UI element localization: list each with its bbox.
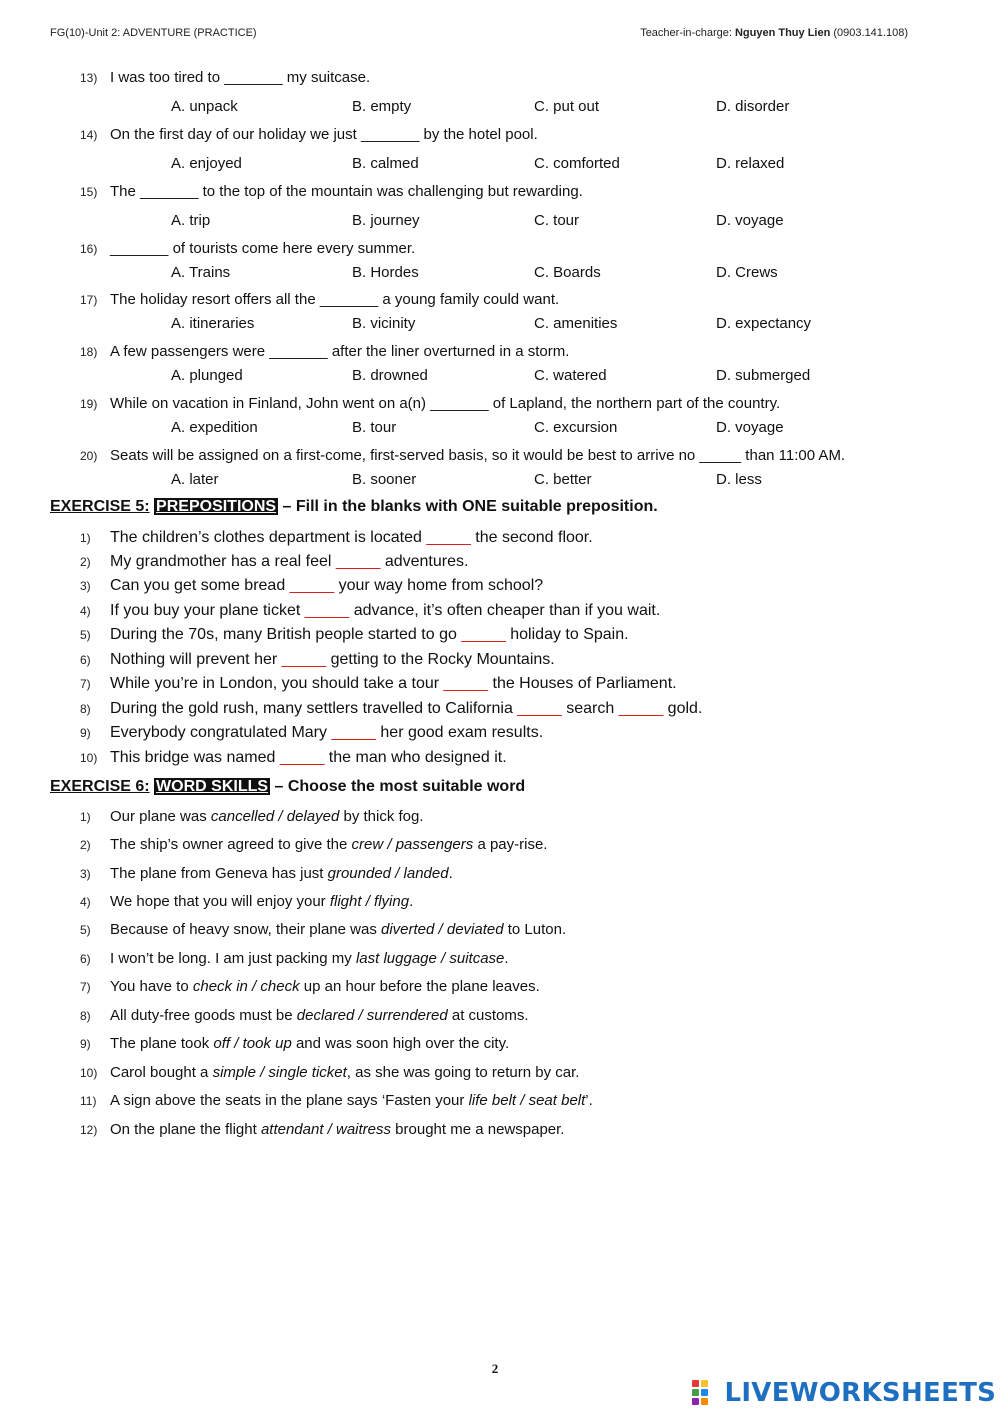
sentence-start: We hope that you will enjoy your [110,893,330,910]
sentence-start: I won’t be long. I am just packing my [110,950,356,967]
exercise-6-instruction: – Choose the most suitable word [270,778,526,795]
sentence-end: . [409,893,414,910]
option-a[interactable]: A. expedition [171,419,258,436]
item-number: 5) [80,923,91,937]
option-c[interactable]: C. excursion [534,419,618,436]
sentence-end: . [448,865,453,882]
option-d[interactable]: D. Crews [716,264,778,281]
liveworksheets-logo-icon [692,1380,716,1406]
word-choice[interactable]: last luggage / suitcase [355,950,505,967]
item-sentence [110,977,540,997]
item-sentence [110,551,468,573]
option-c[interactable]: C. Boards [534,264,601,281]
header-teacher-info [640,27,908,39]
sentence-start: While you’re in London, you should take a tour [110,675,444,692]
option-a[interactable]: A. plunged [171,367,243,384]
item-number: 7) [80,677,91,691]
question-text: The _______ to the top of the mountain was challenging but rewarding. [110,183,583,200]
option-d[interactable]: D. voyage [716,419,784,436]
sentence-start: During the 70s, many British people started to go [110,626,462,643]
exercise-5-title [50,496,658,518]
option-a[interactable]: A. itineraries [171,315,255,332]
header-unit-title: FG(10)-Unit 2: ADVENTURE (PRACTICE) [50,27,257,39]
preposition-item [0,527,1000,549]
page-number: 2 [491,1361,499,1376]
question-text: A few passengers were _______ after the liner overturned in a storm. [110,343,570,360]
option-a[interactable]: A. later [171,471,219,488]
word-choice[interactable]: attendant / waitress [260,1121,392,1138]
question-14 [0,125,1000,145]
option-a[interactable]: A. enjoyed [171,155,242,172]
preposition-item [0,698,1000,720]
word-choice[interactable]: crew / passengers [351,836,474,853]
item-number: 1) [80,531,91,545]
item-number: 10) [80,1066,98,1080]
sentence-end: her good exam results. [375,724,544,741]
sentence-start: Carol bought a [110,1064,213,1081]
word-skill-item [0,920,1000,940]
option-c[interactable]: C. comforted [534,155,620,172]
word-skill-item [0,1091,1000,1111]
item-sentence [110,575,543,597]
option-c[interactable]: C. put out [534,98,600,115]
sentence-end: up an hour before the plane leaves. [299,978,540,995]
option-c[interactable]: C. tour [534,212,580,229]
item-sentence [110,920,566,940]
answer-blank[interactable]: _____ [517,700,562,717]
header-teacher-phone: (0903.141.108) [833,27,908,39]
preposition-item [0,673,1000,695]
sentence-end: search [561,700,619,717]
exercise-5-name: PREPOSITIONS [156,498,277,515]
item-number: 7) [80,980,91,994]
item-number: 3) [80,579,91,593]
answer-blank[interactable]: _____ [304,602,350,619]
item-number: 4) [80,895,91,909]
answer-blank[interactable]: _____ [331,724,376,741]
question-text: The holiday resort offers all the _______ a young family could want. [110,291,560,308]
question-19 [0,394,1000,414]
item-sentence [110,1006,529,1026]
sentence-start: My grandmother has a real feel [110,553,336,570]
liveworksheets-wordmark: LIVEWORKSHEETS [724,1378,997,1408]
header-teacher-name: Nguyen Thuy Lien [734,27,831,39]
item-sentence [110,1034,509,1054]
item-number: 11) [80,1094,97,1108]
option-b[interactable]: B. tour [352,419,397,436]
option-b[interactable]: B. sooner [352,471,417,488]
word-choice[interactable]: flight / flying [329,893,410,910]
sentence-end: ’. [585,1092,593,1109]
option-d[interactable]: D. expectancy [716,315,812,332]
answer-blank[interactable]: _____ [618,700,664,717]
option-d[interactable]: D. submerged [716,367,811,384]
exercise-6-number: EXERCISE 6: [50,778,150,795]
question-number: 16) [80,242,98,256]
word-skill-item [0,1034,1000,1054]
option-d[interactable]: D. disorder [716,98,790,115]
option-d[interactable]: D. voyage [716,212,784,229]
item-number: 6) [80,653,91,667]
sentence-end: holiday to Spain. [505,626,629,643]
logo-square [701,1389,708,1396]
item-number: 10) [80,751,98,765]
sentence-end: the man who designed it. [324,749,507,766]
item-number: 9) [80,726,91,740]
item-sentence [110,722,543,744]
sentence-start: The ship’s owner agreed to give the [110,836,352,853]
item-sentence [110,1091,593,1111]
preposition-item [0,722,1000,744]
sentence-end: brought me a newspaper. [391,1121,565,1138]
sentence-start: All duty-free goods must be [110,1007,297,1024]
item-number: 12) [80,1123,98,1137]
answer-blank[interactable]: _____ [443,675,489,692]
preposition-item [0,624,1000,646]
question-number: 18) [80,345,98,359]
item-sentence [110,624,629,646]
question-number: 13) [80,71,98,85]
sentence-start: The plane took [110,1035,214,1052]
option-b[interactable]: B. Hordes [352,264,419,281]
word-skill-item [0,949,1000,969]
item-number: 2) [80,838,91,852]
preposition-item [0,649,1000,671]
answer-blank[interactable]: _____ [335,553,381,570]
item-number: 9) [80,1037,91,1051]
word-choice[interactable]: diverted / deviated [381,921,504,938]
preposition-item [0,600,1000,622]
sentence-start: During the gold rush, many settlers travelled to California [110,700,518,717]
sentence-end: your way home from school? [334,577,544,594]
option-d[interactable]: D. relaxed [716,155,785,172]
item-number: 4) [80,604,91,618]
word-choice[interactable]: off / took up [213,1035,292,1052]
sentence-start: Our plane was [110,808,211,825]
sentence-end: adventures. [380,553,469,570]
sentence-end: the second floor. [470,529,593,546]
sentence-start: If you buy your plane ticket [110,602,305,619]
sentence-start: Can you get some bread [110,577,290,594]
sentence-start: Nothing will prevent her [110,651,282,668]
sentence-end: at customs. [447,1007,529,1024]
item-sentence [110,649,555,671]
liveworksheets-brand[interactable] [692,1378,996,1408]
item-number: 5) [80,628,91,642]
option-b[interactable]: B. journey [352,212,420,229]
question-text: _______ of tourists come here every summer. [110,240,416,257]
logo-square [692,1380,699,1387]
sentence-start: The children’s clothes department is located [110,529,427,546]
answer-blank[interactable]: _____ [461,626,506,643]
question-number: 14) [80,128,98,142]
question-number: 20) [80,449,98,463]
item-sentence [110,949,509,969]
sentence-end: the Houses of Parliament. [488,675,677,692]
item-sentence [110,1063,579,1083]
question-number: 15) [80,185,98,199]
item-sentence [110,600,660,622]
sentence-start: This bridge was named [110,749,280,766]
item-sentence [110,747,507,769]
answer-blank[interactable]: _____ [426,529,471,546]
logo-square [701,1380,708,1387]
sentence-end: advance, it’s often cheaper than if you wait. [349,602,661,619]
word-skill-item [0,835,1000,855]
word-skill-item [0,977,1000,997]
sentence-end: getting to the Rocky Mountains. [326,651,555,668]
word-choice[interactable]: check in / check [192,978,300,995]
item-number: 2) [80,555,91,569]
question-17 [0,290,1000,310]
item-sentence [110,527,593,549]
option-c[interactable]: C. amenities [534,315,618,332]
question-15 [0,182,1000,202]
preposition-item [0,575,1000,597]
item-sentence [110,864,453,884]
word-choice[interactable]: grounded / landed [327,865,449,882]
sentence-start: Because of heavy snow, their plane was [110,921,381,938]
item-sentence [110,807,424,827]
sentence-start: A sign above the seats in the plane says ‘Fasten your [110,1092,469,1109]
item-sentence [110,1120,564,1140]
logo-square [692,1389,699,1396]
option-b[interactable]: B. vicinity [352,315,416,332]
exercise-6-title [50,776,525,798]
sentence-end: gold. [663,700,703,717]
header-teacher-prefix: Teacher-in-charge: [640,27,732,39]
word-choice[interactable]: cancelled / delayed [210,808,340,825]
answer-blank[interactable]: _____ [281,651,327,668]
sentence-end: and was soon high over the city. [291,1035,510,1052]
item-sentence [110,673,677,695]
word-choice[interactable]: simple / single ticket [212,1064,347,1081]
item-number: 6) [80,952,91,966]
item-number: 1) [80,810,91,824]
question-text: On the first day of our holiday we just _______ by the hotel pool. [110,126,538,143]
sentence-end: . [504,950,509,967]
word-choice[interactable]: life belt / seat belt [468,1092,586,1109]
question-16 [0,239,1000,259]
word-skill-item [0,1063,1000,1083]
answer-blank[interactable]: _____ [279,749,325,766]
sentence-end: by thick fog. [339,808,424,825]
sentence-end: , as she was going to return by car. [346,1064,580,1081]
exercise-5-number: EXERCISE 5: [50,498,150,515]
option-b[interactable]: B. drowned [352,367,428,384]
option-c[interactable]: C. better [534,471,592,488]
sentence-end: a pay-rise. [473,836,548,853]
item-sentence [110,892,413,912]
question-text: Seats will be assigned on a first-come, first-served basis, so it would be best to arrive no _____ than 11:00 AM. [110,447,846,464]
preposition-item [0,747,1000,769]
option-d[interactable]: D. less [716,471,762,488]
word-choice[interactable]: declared / surrendered [296,1007,448,1024]
word-skill-item [0,864,1000,884]
preposition-item [0,551,1000,573]
option-a[interactable]: A. Trains [171,264,231,281]
word-skill-item [0,807,1000,827]
question-number: 19) [80,397,98,411]
word-skill-item [0,1006,1000,1026]
option-a[interactable]: A. trip [171,212,211,229]
item-number: 3) [80,867,91,881]
question-text: I was too tired to _______ my suitcase. [110,69,371,86]
exercise-5-instruction: – Fill in the blanks with ONE suitable preposition. [278,498,658,515]
option-b[interactable]: B. empty [352,98,412,115]
word-skill-item [0,892,1000,912]
option-c[interactable]: C. watered [534,367,607,384]
option-a[interactable]: A. unpack [171,98,238,115]
question-number: 17) [80,293,98,307]
exercise-6-name: WORD SKILLS [156,778,269,795]
sentence-start: You have to [110,978,193,995]
logo-square [692,1398,699,1405]
item-number: 8) [80,1009,91,1023]
item-sentence [110,698,702,720]
item-sentence [110,835,547,855]
word-skill-item [0,1120,1000,1140]
sentence-start: On the plane the flight [110,1121,261,1138]
logo-square [701,1398,708,1405]
sentence-end: to Luton. [503,921,567,938]
question-20 [0,446,1000,466]
item-number: 8) [80,702,91,716]
question-13 [0,68,1000,88]
answer-blank[interactable]: _____ [289,577,335,594]
option-b[interactable]: B. calmed [352,155,419,172]
question-18 [0,342,1000,362]
sentence-start: Everybody congratulated Mary [110,724,332,741]
sentence-start: The plane from Geneva has just [110,865,328,882]
question-text: While on vacation in Finland, John went on a(n) _______ of Lapland, the northern part of the country. [110,395,781,412]
